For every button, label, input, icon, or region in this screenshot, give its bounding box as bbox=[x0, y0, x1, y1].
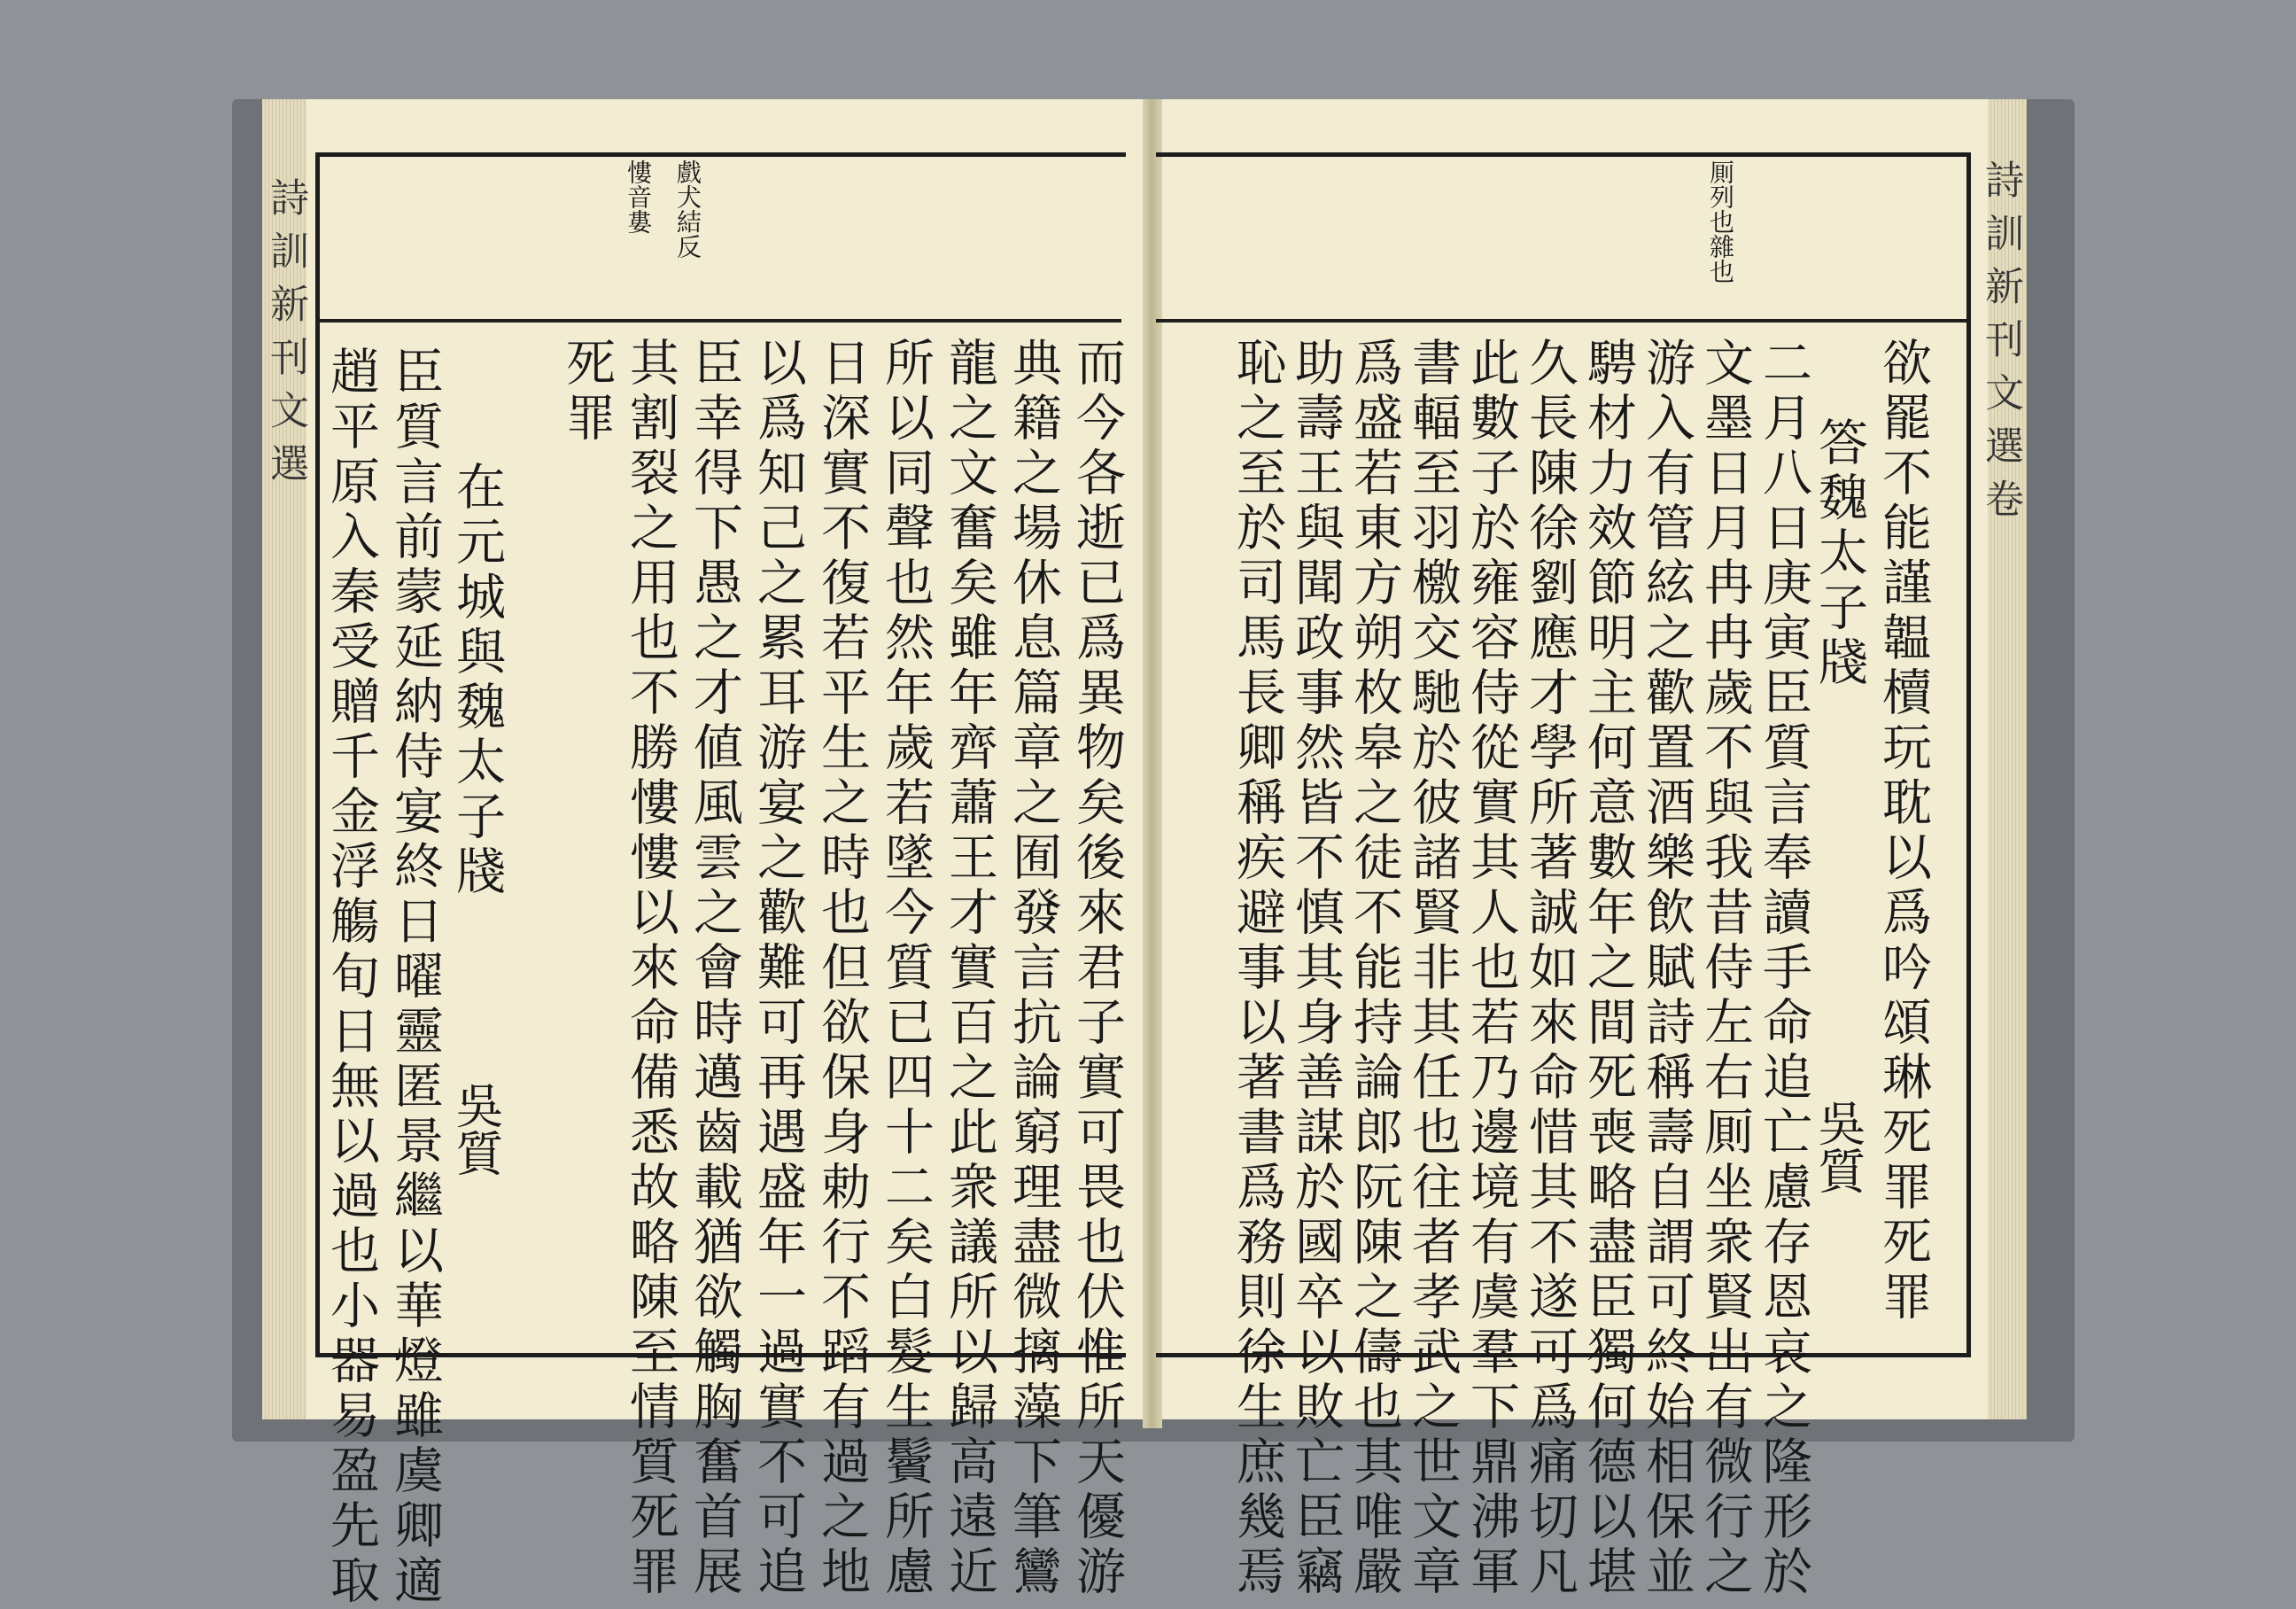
right-column-8: 書輻至羽檄交馳於彼諸賢非其任也往者孝武之世文章 bbox=[1404, 337, 1462, 1600]
right-header-rule bbox=[1156, 319, 1966, 323]
left-head-note-1: 戲犬結反 bbox=[673, 159, 702, 259]
right-column-1: 欲罷不能謹韞櫝玩耽以爲吟頌琳死罪死罪 bbox=[1874, 337, 1932, 1325]
left-column-7: 臣幸得下愚之才値風雲之會時邁齒載猶欲觸胸奮首展 bbox=[686, 337, 743, 1600]
left-column-3: 龍之文奮矣雖年齊蕭王才實百之此衆議所以歸高遠近 bbox=[941, 337, 998, 1600]
right-column-11: 恥之至於司馬長卿稱疾避事以著書爲務則徐生庶幾焉 bbox=[1229, 337, 1286, 1600]
left-column-6: 以爲知己之累耳游宴之歡難可再遇盛年一過實不可追 bbox=[749, 337, 807, 1600]
left-column-2: 典籍之場休息篇章之囿發言抗論窮理盡微摛藻下筆鸞 bbox=[1004, 337, 1062, 1600]
right-head-note: 厠列也雜也 bbox=[1706, 159, 1735, 284]
left-column-1: 而今各逝已爲異物矣後來君子實可畏也伏惟所天優游 bbox=[1068, 337, 1126, 1600]
left-author: 吳質 bbox=[448, 1081, 504, 1177]
right-title: 答魏太子牋 bbox=[1811, 416, 1868, 691]
left-column-8: 其割裂之用也不勝慺慺以來命備悉故略陳至情質死罪 bbox=[622, 337, 679, 1600]
right-column-2: 二月八日庚寅臣質言奉讀手命追亡慮存恩哀之隆形於 bbox=[1755, 337, 1812, 1600]
right-column-6: 久長陳徐劉應才學所著誠如來命惜其不遂可爲痛切凡 bbox=[1521, 337, 1578, 1600]
right-author: 吳質 bbox=[1811, 1099, 1866, 1194]
left-head-note-2: 慺音婁 bbox=[624, 159, 653, 234]
right-column-9: 爲盛若東方朔枚皋之徒不能持論郎阮陳之儔也其唯嚴 bbox=[1346, 337, 1403, 1600]
left-column-5: 日深實不復若平生之時也但欲保身勅行不蹈有過之地 bbox=[813, 337, 871, 1600]
left-column-b-1: 臣質言前蒙延納侍宴終日曜靈匿景繼以華燈雖虞卿適 bbox=[386, 346, 444, 1609]
right-side-strip: 詩訓新刊文選卷 bbox=[1978, 159, 2023, 532]
left-column-b-2: 趙平原入秦受贈千金浮觴旬日無以過也小器易盈先取 bbox=[322, 346, 380, 1609]
left-title: 在元城與魏太子牋 bbox=[448, 461, 506, 900]
right-column-10: 助壽王與聞政事然皆不慎其身善謀於國卒以敗亡臣竊 bbox=[1287, 337, 1345, 1600]
right-column-3: 文墨日月冉冉歲不與我昔侍左右厠坐衆賢出有微行之 bbox=[1696, 337, 1754, 1600]
right-column-4: 游入有管絃之歡置酒樂飲賦詩稱壽自謂可終始相保並 bbox=[1638, 337, 1695, 1600]
right-column-5: 騁材力效節明主何意數年之間死喪略盡臣獨何德以堪 bbox=[1579, 337, 1637, 1600]
left-header-rule bbox=[315, 319, 1121, 323]
left-column-9: 死罪 bbox=[558, 337, 616, 447]
left-column-4: 所以同聲也然年歲若墜今質已四十二矣白髮生鬢所慮 bbox=[877, 337, 935, 1600]
right-column-7: 此數子於雍容侍從實其人也若乃邊境有虞羣下鼎沸軍 bbox=[1462, 337, 1520, 1600]
left-side-strip: 詩訓新刊文選 bbox=[263, 177, 308, 496]
